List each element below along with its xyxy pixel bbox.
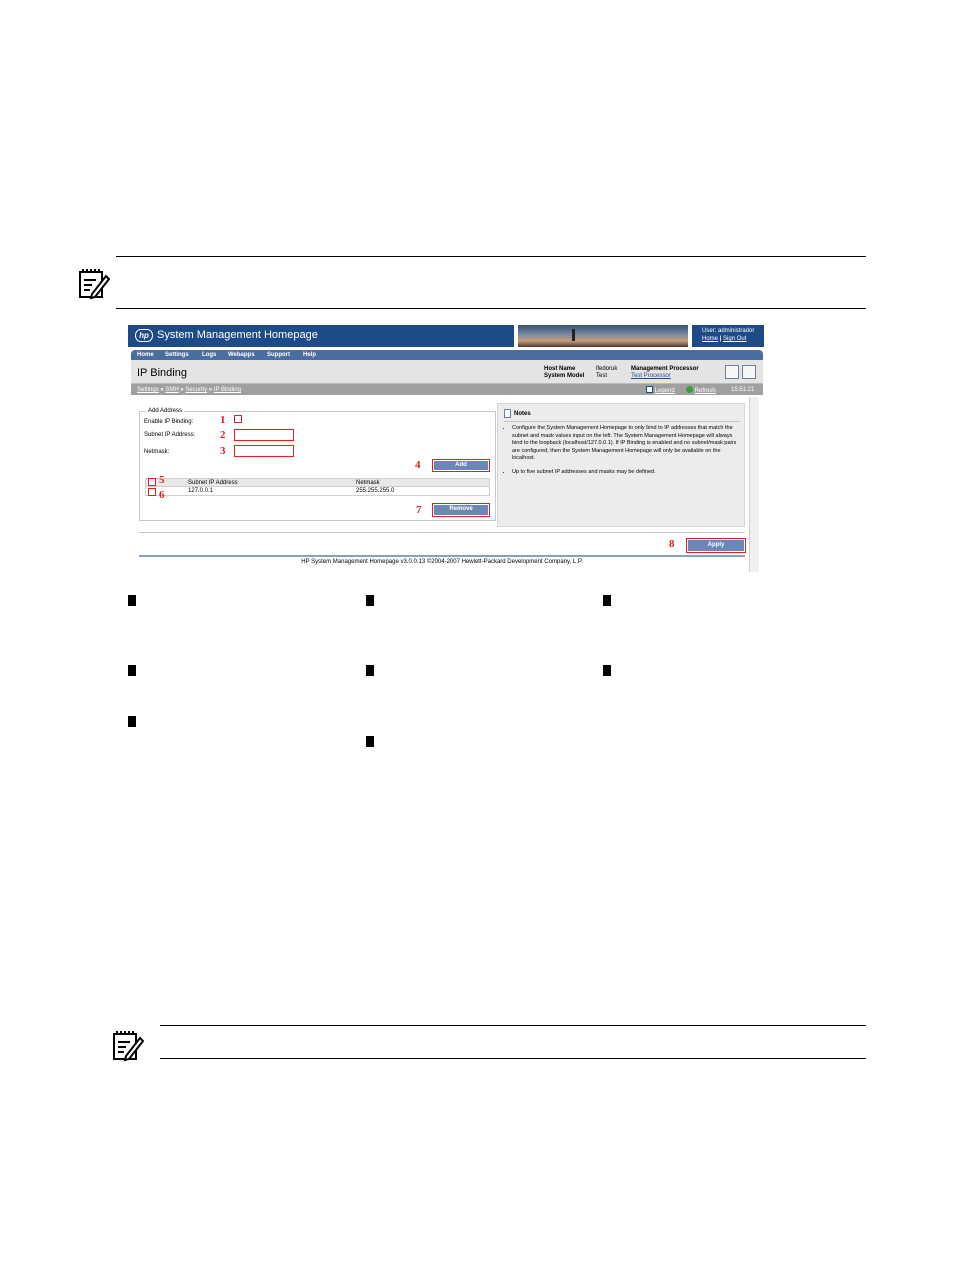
footer-divider — [139, 555, 745, 557]
system-model-label: System Model — [544, 373, 585, 379]
add-button[interactable]: Add — [432, 459, 490, 472]
smh-screenshot — [128, 325, 764, 572]
page-title: IP Binding — [137, 367, 187, 379]
mp-label: Management Processor — [631, 366, 699, 372]
crumb-smh[interactable]: SMH — [165, 387, 179, 393]
sign-out-link[interactable]: Sign Out — [723, 336, 747, 342]
add-address-legend: Add Address — [148, 408, 183, 414]
hp-logo: hp — [135, 329, 153, 342]
callout-marker — [366, 665, 374, 676]
header-photo — [518, 325, 688, 347]
title-bar — [131, 360, 763, 384]
nav-bar — [131, 350, 763, 360]
clock: 15:51:21 — [731, 387, 755, 393]
user-links — [702, 335, 764, 343]
subnet-ip-label: Subnet IP Address: — [144, 432, 196, 438]
user-label: User: administrador — [702, 328, 755, 334]
callout-1: 1 — [220, 414, 226, 426]
crumb-security[interactable]: Security — [185, 387, 208, 393]
callout-6: 6 — [159, 489, 165, 501]
note-icon — [78, 268, 110, 300]
host-name-label: Host Name — [544, 366, 576, 372]
callout-2: 2 — [220, 429, 226, 441]
header — [128, 325, 764, 347]
crumb-sep: » — [180, 387, 184, 393]
lighthouse-image — [572, 329, 575, 341]
note-icon — [112, 1030, 144, 1062]
nav-support[interactable]: Support — [267, 352, 290, 358]
nav-help[interactable]: Help — [303, 352, 317, 358]
breadcrumb — [131, 384, 763, 395]
subnet-ip-input[interactable] — [234, 429, 294, 441]
crumb-ip-binding[interactable]: IP Binding — [213, 387, 242, 393]
table-row — [145, 487, 490, 496]
crumb-settings[interactable]: Settings — [137, 387, 159, 393]
host-name-value: lfedoruk — [596, 366, 618, 372]
footer: HP System Management Homepage v3.0.0.13 ©2004-2007 Hewlett-Packard Development Company, L.P. — [301, 559, 583, 565]
callout-marker — [603, 665, 611, 676]
notes-title: Notes — [514, 411, 531, 417]
refresh-area — [686, 386, 716, 395]
system-model-row — [544, 372, 584, 380]
system-model-value: Test — [596, 373, 608, 379]
row-subnet-ip: 127.0.0.1 — [188, 488, 214, 494]
notes-divider — [504, 421, 740, 422]
note-bottom-rule — [116, 308, 866, 309]
callout-marker — [128, 716, 136, 727]
enable-ip-binding-label: Enable IP Binding: — [144, 419, 194, 425]
callout-marker — [366, 736, 374, 747]
apply-button[interactable]: Apply — [686, 538, 746, 553]
app-title: System Management Homepage — [157, 329, 318, 341]
list-view-icon[interactable] — [725, 365, 739, 379]
callout-marker — [366, 595, 374, 606]
user-box — [692, 325, 764, 347]
remove-button[interactable]: Remove — [432, 503, 490, 517]
nav-logs[interactable]: Logs — [202, 352, 217, 358]
notes-panel — [497, 403, 745, 527]
note-top-rule — [116, 256, 866, 257]
callout-marker — [128, 665, 136, 676]
select-all-checkbox[interactable] — [148, 478, 156, 486]
address-table-header — [145, 478, 490, 487]
callout-marker — [603, 595, 611, 606]
home-link[interactable]: Home — [702, 336, 719, 342]
nav-settings[interactable]: Settings — [165, 352, 189, 358]
col-subnet-ip: Subnet IP Address — [188, 480, 238, 486]
notes-item: • Up to five subnet IP addresses and masks may be defined. — [512, 469, 738, 477]
refresh-icon[interactable] — [686, 386, 693, 393]
link-separator: | — [719, 336, 722, 342]
content-divider — [139, 532, 745, 533]
legend-area — [646, 386, 675, 395]
row-netmask: 255.255.255.0 — [356, 488, 395, 494]
row-checkbox[interactable] — [148, 488, 156, 496]
breadcrumb-trail — [137, 386, 241, 394]
nav-webapps[interactable]: Webapps — [228, 352, 255, 358]
netmask-label: Netmask: — [144, 449, 170, 455]
callout-4: 4 — [415, 459, 421, 471]
document-icon — [504, 409, 511, 418]
netmask-input[interactable] — [234, 445, 294, 457]
note-bottom-rule — [160, 1058, 866, 1059]
crumb-sep: » — [160, 387, 164, 393]
enable-ip-binding-checkbox[interactable] — [234, 415, 242, 423]
callout-8: 8 — [669, 538, 675, 550]
crumb-sep: » — [208, 387, 213, 393]
legend-link[interactable]: Legend — [654, 388, 675, 394]
callout-5: 5 — [159, 474, 165, 486]
note-top-rule — [160, 1025, 866, 1026]
notes-item: • Configure the System Management Homepage to only bind to IP addresses that match the subnet and mask values input on the left. The System Management Homepage will always bind to the loopback (localhost/127.0.0.1). If IP Binding is enabled and no subnet/mask pairs are configured, then the System Management Homepage will only be available on the localhost. — [512, 425, 738, 463]
callout-7: 7 — [416, 504, 422, 516]
mp-link[interactable]: Test Processor — [631, 373, 671, 379]
callout-marker — [128, 595, 136, 606]
legend-icon — [646, 386, 653, 393]
nav-home[interactable]: Home — [137, 352, 154, 358]
scrollbar[interactable] — [749, 397, 759, 572]
callout-3: 3 — [220, 445, 226, 457]
notes-list — [504, 425, 738, 482]
refresh-link[interactable]: Refresh — [694, 388, 716, 394]
col-netmask: Netmask — [356, 480, 380, 486]
grid-view-icon[interactable] — [742, 365, 756, 379]
